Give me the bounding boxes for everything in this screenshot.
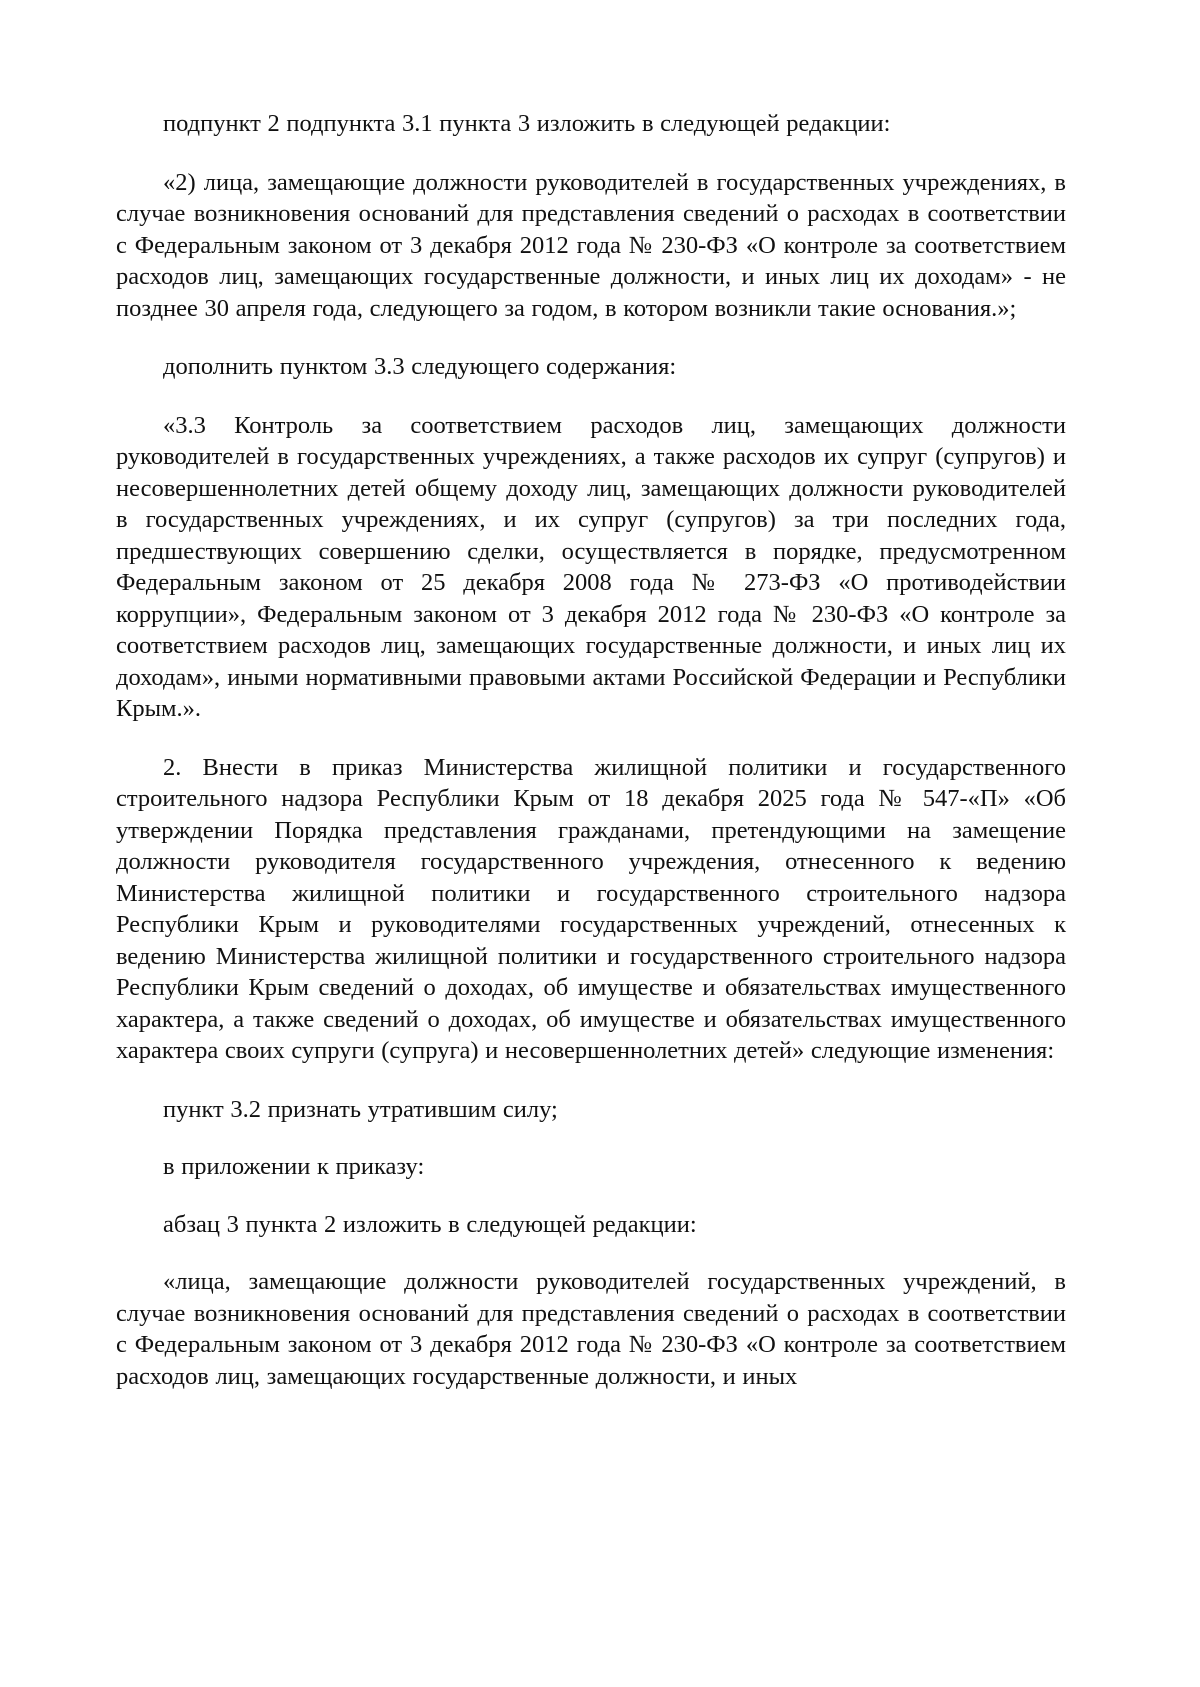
- document-body: [116, 108, 1066, 1392]
- paragraph-quoted-clause-3-3: «3.3 Контроль за соответствием расходов лиц, замещающих должности руководителей в государственных учреждениях, а также расходов их супруг (супругов) и несовершеннолетних детей общему доходу лиц, замещающих должности руководителей в государственных учреждениях, и их супруг (супругов) за три последних года, предшествующих совершению сделки, осуществляется в порядке, предусмотренном Федеральным законом от 25 декабря 2008 года № 273-ФЗ «О противодействии коррупции», Федеральным законом от 3 декабря 2012 года № 230-ФЗ «О контроле за соответствием расходов лиц, замещающих государственные должности, и иных лиц их доходам», иными нормативными правовыми актами Российской Федерации и Республики Крым.».: [116, 411, 1066, 722]
- paragraph-amend-paragraph-3: абзац 3 пункта 2 изложить в следующей редакции:: [163, 1210, 697, 1238]
- paragraph-appendix: в приложении к приказу:: [163, 1153, 425, 1180]
- paragraph-clause-3-2-void: пункт 3.2 признать утратившим силу;: [163, 1095, 558, 1123]
- paragraph-quoted-heads: «лица, замещающие должности руководителей государственных учреждений, в случае возникновения оснований для представления сведений о расходах в соответствии с Федеральным законом от 3 декабря 2012 года № 230-ФЗ «О контроле за соответствием расходов лиц, замещающих государственные должности, и иных: [116, 1268, 1066, 1390]
- paragraph-add-clause-3-3: дополнить пунктом 3.3 следующего содержания:: [163, 353, 677, 380]
- paragraph-amend-subclause-2: подпункт 2 подпункта 3.1 пункта 3 изложить в следующей редакции:: [163, 110, 891, 137]
- paragraph-item-2: 2. Внести в приказ Министерства жилищной политики и государственного строительного надзора Республики Крым от 18 декабря 2025 года № 547-«П» «Об утверждении Порядка представления гражданами, претендующими на замещение должности руководителя государственного учреждения, отнесенного к ведению Министерства жилищной политики и государственного строительного надзора Республики Крым и руководителями государственных учреждений, отнесенных к ведению Министерства жилищной политики и государственного строительного надзора Республики Крым сведений о доходах, об имуществе и обязательствах имущественного характера, а также сведений о доходах, об имуществе и обязательствах имущественного характера своих супруги (супруга) и несовершеннолетних детей» следующие изменения:: [116, 753, 1066, 1064]
- paragraph-quoted-subclause-2: «2) лица, замещающие должности руководителей в государственных учреждениях, в случае возникновения оснований для представления сведений о расходах в соответствии с Федеральным законом от 3 декабря 2012 года № 230-ФЗ «О контроле за соответствием расходов лиц, замещающих государственные должности, и иных лиц их доходам» - не позднее 30 апреля года, следующего за годом, в котором возникли такие основания.»;: [116, 168, 1066, 322]
